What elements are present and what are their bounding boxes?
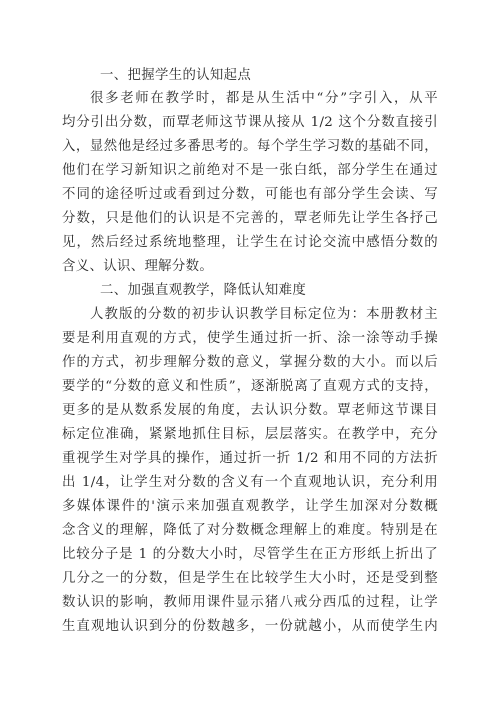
section-heading-2: 二、加强直观教学，降低认知难度 (100, 283, 307, 298)
paragraph-line: 均分引出分数，而覃老师这节课从接从 1/2 这个分数直接引 (62, 115, 438, 130)
paragraph-line: 要是利用直观的方式，使学生通过折一折、涂一涂等动手操 (62, 331, 438, 346)
paragraph-line: 不同的途径听过或看到过分数，可能也有部分学生会读、写 (62, 187, 438, 202)
paragraph-line: 标定位准确，紧紧地抓住目标，层层落实。在教学中，充分 (62, 427, 438, 442)
paragraph-line: 生直观地认识到分的份数越多，一份就越小，从而使学生内 (62, 619, 438, 634)
paragraph-line: 要学的“分数的意义和性质”，逐渐脱离了直观方式的支持， (62, 379, 438, 394)
paragraph-line: 见，然后经过系统地整理，让学生在讨论交流中感悟分数的 (62, 235, 438, 250)
paragraph-line: 比较分子是 1 的分数大小时，尽管学生在正方形纸上折出了 (62, 547, 438, 562)
paragraph-line: 人教版的分数的初步认识教学目标定位为：本册教材主 (90, 307, 438, 322)
paragraph-line: 出 1/4，让学生对分数的含义有一个直观地认识，充分利用 (62, 475, 438, 490)
paragraph-line: 作的方式，初步理解分数的意义，掌握分数的大小。而以后 (62, 355, 438, 370)
paragraph-line: 他们在学习新知识之前绝对不是一张白纸，部分学生在通过 (62, 163, 438, 178)
paragraph-line: 数认识的影响，教师用课件显示猪八戒分西瓜的过程，让学 (62, 595, 438, 610)
section-heading-1: 一、把握学生的认知起点 (100, 68, 252, 83)
paragraph-line: 念含义的理解，降低了对分数概念理解上的难度。特别是在 (62, 523, 438, 538)
paragraph-line: 很多老师在教学时，都是从生活中“分”字引入，从平 (90, 91, 438, 106)
paragraph-line: 含义、认识、理解分数。 (62, 259, 214, 274)
paragraph-line: 重视学生对学具的操作，通过折一折 1/2 和用不同的方法折 (62, 451, 438, 466)
paragraph-line: 几分之一的分数，但是学生在比较学生大小时，还是受到整 (62, 571, 438, 586)
paragraph-line: 更多的是从数系发展的角度，去认识分数。覃老师这节课目 (62, 403, 438, 418)
paragraph-line: 入，显然他是经过多番思考的。每个学生学习数的基础不同， (62, 139, 438, 154)
paragraph-line: 分数，只是他们的认识是不完善的，覃老师先让学生各抒己 (62, 211, 438, 226)
paragraph-line: 多媒体课件的'演示来加强直观教学，让学生加深对分数概 (62, 499, 438, 514)
